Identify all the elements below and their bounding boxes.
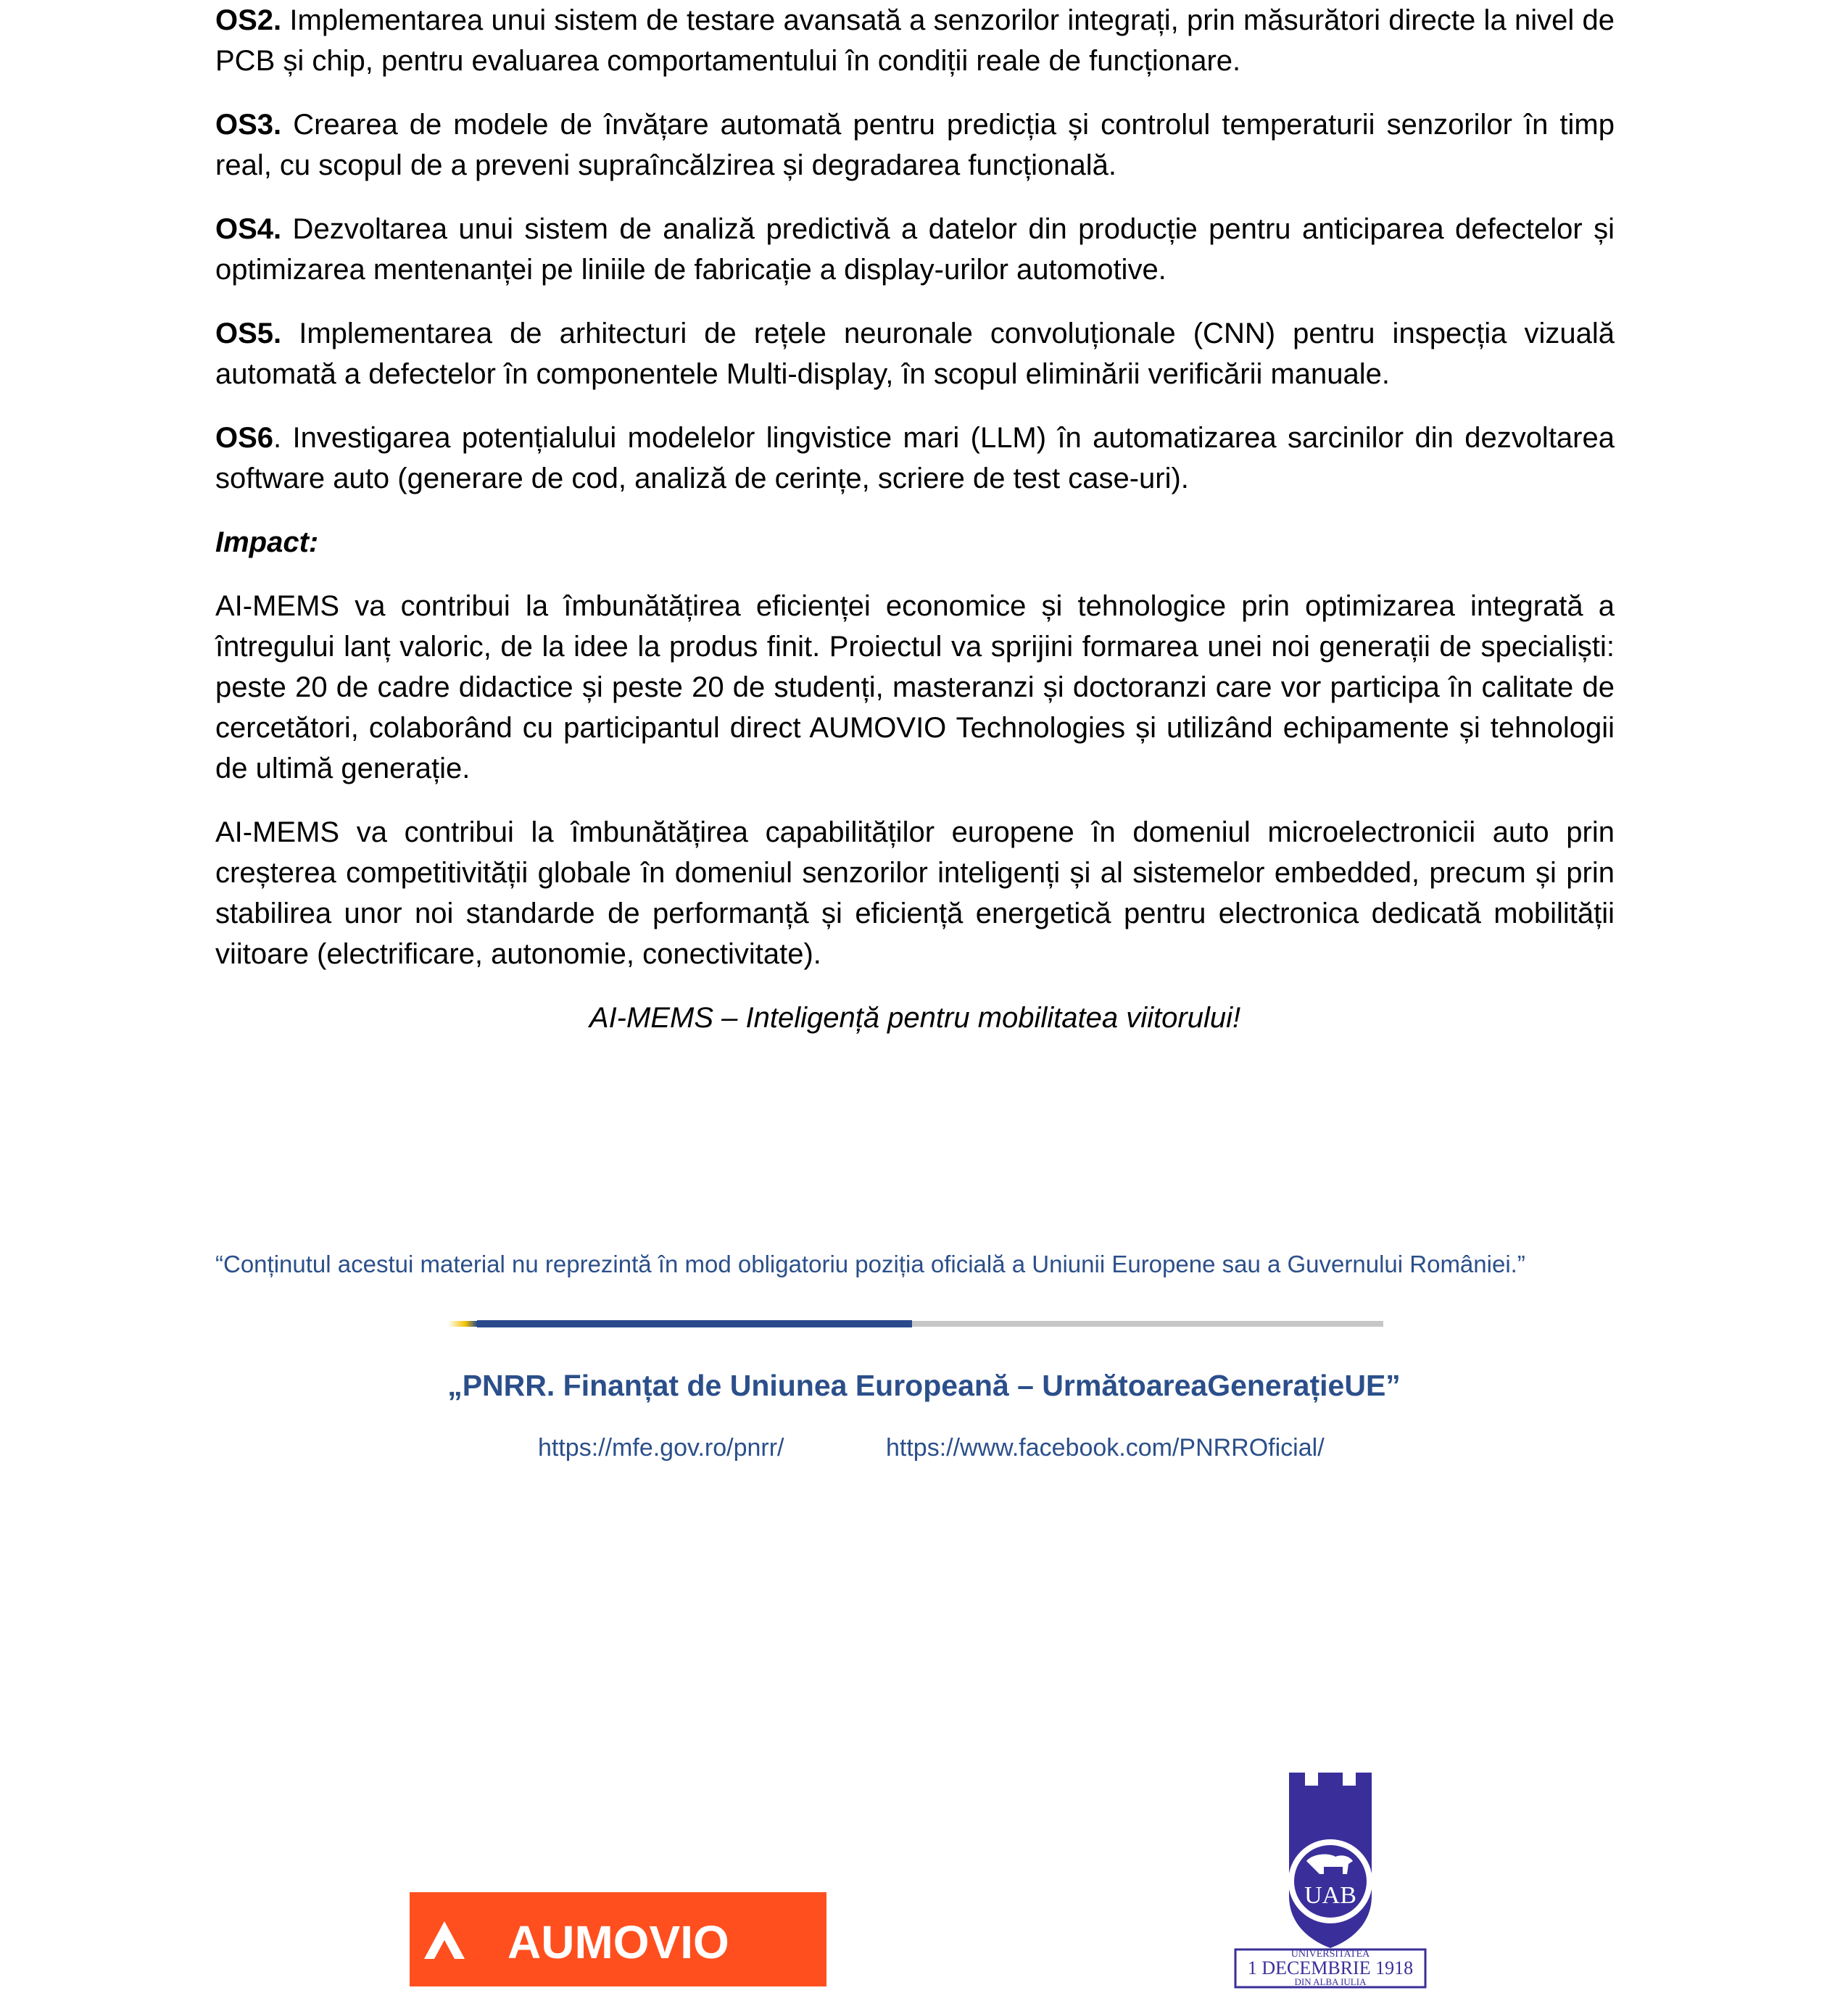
- eu-disclaimer: “Conținutul acestui material nu reprezintă în mod obligatoriu poziția oficială a Uniunii Europene sau a Guvernului României.”: [215, 1251, 1525, 1277]
- impact-heading: Impact:: [215, 526, 319, 558]
- impact-paragraph-1: AI-MEMS va contribui la îmbunătățirea eficienței economice și tehnologice prin optimizarea integrată a întregului lanț valoric, de la idee la produs finit. Proiectul va sprijini formarea unei noi generații de specialiști: peste 20 de cadre didactice și peste 20 de studenți, masteranzi și doctoranzi care vor participa în calitate de cercetători, colaborând cu participantul direct AUMOVIO Technologies și utilizând echipamente și tehnologii de ultimă generație.: [215, 590, 1615, 784]
- uab-name-line3: DIN ALBA IULIA: [1294, 1976, 1367, 1987]
- aumovio-logo-text: AUMOVIO: [507, 1916, 729, 1968]
- objective-text: . Investigarea potențialului modelelor lingvistice mari (LLM) în automatizarea sarcinilor din dezvoltarea software auto (generare de cod, analiză de cerințe, scriere de test case-uri).: [215, 422, 1615, 494]
- objective-os6: [215, 418, 1615, 499]
- uab-logo: [1232, 1765, 1428, 1990]
- document-body: [215, 0, 1615, 1038]
- aumovio-logo: [410, 1892, 826, 1986]
- objective-text: Crearea de modele de învățare automată pentru predicția și controlul temperaturii senzorilor în timp real, cu scopul de a preveni supraîncălzirea și degradarea funcțională.: [215, 109, 1615, 181]
- footer-divider-bar: [448, 1318, 1383, 1328]
- objective-os3: [215, 104, 1615, 186]
- uab-name-line1: UNIVERSITATEA: [1290, 1949, 1370, 1960]
- objective-os5: [215, 313, 1615, 394]
- divider-grey-segment: [912, 1321, 1383, 1327]
- impact-paragraph-2: AI-MEMS va contribui la îmbunătățirea capabilităților europene în domeniul microelectronicii auto prin creșterea competitivității globale în domeniul senzorilor inteligenți și al sistemelor embedded, precum și prin stabilirea unor noi standarde de performanță și eficiență energetică pentru electronica dedicată mobilității viitoare (electrificare, autonomie, conectivitate).: [215, 816, 1615, 970]
- divider-blue-segment: [477, 1320, 912, 1327]
- objective-os4: [215, 209, 1615, 290]
- objective-os2: [215, 0, 1615, 81]
- objective-label: OS5.: [215, 318, 282, 349]
- uab-logo-abbr: UAB: [1304, 1882, 1356, 1909]
- pnrr-tagline: „PNRR. Finanțat de Uniunea Europeană – UrmătoareaGenerațieUE”: [447, 1369, 1401, 1402]
- objective-text: Implementarea unui sistem de testare avansată a senzorilor integrați, prin măsurători directe la nivel de PCB și chip, pentru evaluarea comportamentului în condiții reale de funcționare.: [215, 4, 1615, 77]
- facebook-link[interactable]: https://www.facebook.com/PNRROficial/: [886, 1434, 1325, 1462]
- objective-label: OS3.: [215, 109, 282, 141]
- objective-label: OS4.: [215, 213, 282, 245]
- objective-label: OS2.: [215, 4, 282, 36]
- objective-text: Implementarea de arhitecturi de rețele neuronale convoluționale (CNN) pentru inspecția vizuală automată a defectelor în componentele Multi-display, în scopul eliminării verificării manuale.: [215, 318, 1615, 390]
- project-motto: AI-MEMS – Inteligență pentru mobilitatea viitorului!: [589, 1002, 1241, 1034]
- mfe-link[interactable]: https://mfe.gov.ro/pnrr/: [538, 1434, 784, 1462]
- objective-text: Dezvoltarea unui sistem de analiză predictivă a datelor din producție pentru anticiparea defectelor și optimizarea mentenanței pe liniile de fabricație a display-urilor automotive.: [215, 213, 1615, 286]
- divider-accent: [448, 1321, 477, 1327]
- uab-name-line2: 1 DECEMBRIE 1918: [1247, 1957, 1414, 1978]
- objective-label: OS6: [215, 422, 274, 454]
